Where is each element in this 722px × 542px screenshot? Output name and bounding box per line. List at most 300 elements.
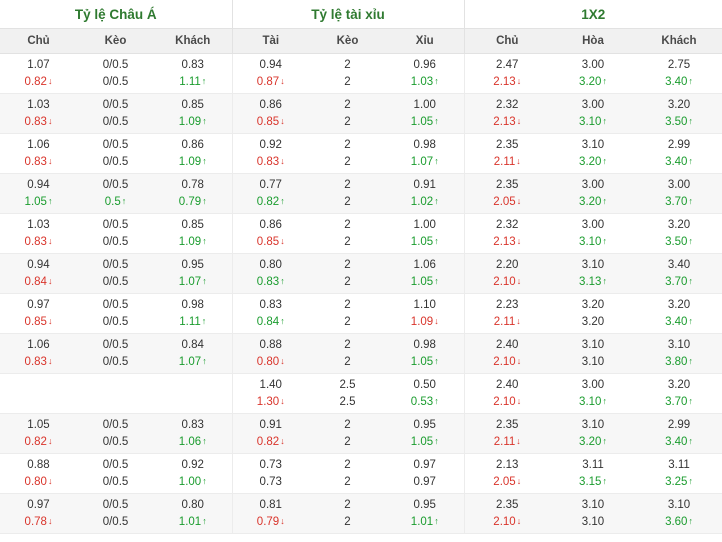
odds-current-value (309, 354, 386, 371)
odds-open-value: 1.06 (413, 258, 436, 271)
odds-current-value (309, 194, 386, 211)
odds-open-value: 0.94 (259, 58, 282, 71)
odds-current-number: 2 (344, 475, 351, 488)
odds-cell (0, 294, 77, 334)
odds-cell (77, 334, 154, 374)
odds-current-value (0, 274, 77, 291)
odds-current-number: 2 (344, 315, 351, 328)
arrow-down-icon: ↓ (280, 355, 285, 366)
arrow-up-icon: ↑ (202, 475, 207, 486)
odds-current-number: 3.20 (581, 315, 605, 328)
odds-current-value (0, 434, 77, 451)
odds-open-value: 2 (344, 178, 351, 191)
odds-current-number: 0/0.5 (102, 435, 129, 448)
odds-current-number: 1.09 (178, 235, 202, 248)
odds-current-value (233, 154, 310, 171)
odds-cell (309, 254, 386, 294)
odds-open-value: 3.00 (581, 378, 605, 391)
odds-open-value: 2.35 (496, 138, 519, 151)
odds-open-value: 3.20 (667, 98, 691, 111)
column-header-away-1x2: Khách (636, 29, 722, 54)
odds-current-number: 0.82 (256, 195, 280, 208)
odds-current-value (550, 274, 636, 291)
odds-current-value (550, 474, 636, 491)
odds-open-value: 0.92 (259, 138, 282, 151)
odds-cell (77, 374, 154, 414)
odds-current-value (386, 354, 464, 371)
odds-current-value (309, 74, 386, 91)
odds-current-value (77, 234, 154, 251)
odds-current-number: 0.85 (256, 235, 280, 248)
arrow-up-icon: ↑ (202, 155, 207, 166)
odds-current-value (386, 394, 464, 411)
odds-cell (550, 494, 636, 534)
odds-current-value (386, 154, 464, 171)
odds-current-number: 2 (344, 75, 351, 88)
odds-open-value: 0.86 (259, 98, 282, 111)
odds-cell (550, 414, 636, 454)
odds-current-number: 3.10 (581, 515, 605, 528)
odds-open-value: 0.77 (259, 178, 282, 191)
odds-current-number: 1.07 (410, 155, 434, 168)
odds-cell (77, 214, 154, 254)
odds-current-value (0, 154, 77, 171)
odds-open-value: 2.40 (496, 378, 519, 391)
odds-cell (386, 254, 464, 294)
odds-current-value (636, 394, 722, 411)
odds-current-number: 1.07 (178, 355, 202, 368)
odds-current-value (154, 74, 232, 91)
odds-open-value: 2 (344, 58, 351, 71)
odds-current-value (386, 234, 464, 251)
odds-current-number: 0.80 (24, 475, 47, 488)
odds-open-value: 1.07 (27, 58, 50, 71)
odds-current-number: 3.20 (579, 155, 602, 168)
arrow-up-icon: ↑ (201, 75, 207, 86)
odds-open-value: 0.98 (413, 138, 436, 151)
arrow-up-icon: ↑ (602, 475, 607, 486)
odds-cell (232, 414, 309, 454)
odds-current-value (77, 314, 154, 331)
odds-open-value: 3.40 (667, 258, 691, 271)
odds-current-number: 1.07 (178, 275, 202, 288)
odds-cell (77, 454, 154, 494)
arrow-up-icon: ↑ (688, 75, 693, 86)
odds-current-number: 0.84 (24, 275, 47, 288)
odds-cell (386, 414, 464, 454)
odds-open-value: 2.5 (339, 378, 356, 391)
odds-cell (309, 294, 386, 334)
odds-open-value: 2.40 (496, 338, 519, 351)
odds-open-value: 0/0.5 (102, 338, 129, 351)
arrow-down-icon: ↓ (280, 155, 285, 166)
odds-current-value (0, 314, 77, 331)
odds-current-number: 0.80 (256, 355, 280, 368)
odds-open-value: 3.10 (581, 138, 605, 151)
odds-current-number: 1.09 (178, 115, 202, 128)
odds-current-number: 3.20 (579, 195, 602, 208)
odds-open-value: 0/0.5 (102, 418, 129, 431)
arrow-up-icon: ↑ (202, 435, 207, 446)
odds-open-value: 0/0.5 (102, 178, 129, 191)
odds-current-value (309, 514, 386, 531)
odds-open-value: 2 (344, 418, 351, 431)
odds-open-value: 0/0.5 (102, 258, 129, 271)
odds-current-value (465, 74, 551, 91)
odds-current-number: 3.50 (665, 235, 688, 248)
odds-current-value (465, 274, 551, 291)
odds-open-value: 2.99 (667, 418, 691, 431)
odds-current-number: 0/0.5 (102, 235, 129, 248)
odds-current-value (77, 474, 154, 491)
odds-cell (154, 294, 232, 334)
arrow-down-icon: ↓ (516, 275, 522, 286)
odds-cell (0, 334, 77, 374)
odds-current-number: 3.10 (579, 235, 602, 248)
odds-open-value: 0.83 (181, 418, 204, 431)
odds-open-value: 0.98 (181, 298, 204, 311)
odds-current-value (154, 234, 232, 251)
odds-open-value: 0.95 (413, 418, 436, 431)
odds-current-number: 0.85 (24, 315, 47, 328)
table-row (0, 494, 722, 534)
odds-current-value (465, 194, 551, 211)
odds-cell (0, 254, 77, 294)
odds-open-value: 2.35 (496, 418, 519, 431)
odds-cell (386, 94, 464, 134)
odds-current-value (233, 514, 310, 531)
odds-current-value (550, 234, 636, 251)
odds-cell (154, 494, 232, 534)
odds-cell (154, 174, 232, 214)
odds-current-number: 3.20 (579, 435, 602, 448)
odds-current-number: 0.82 (24, 435, 47, 448)
arrow-down-icon: ↓ (516, 395, 522, 406)
odds-current-number: 3.13 (579, 275, 602, 288)
odds-current-value (636, 74, 722, 91)
odds-current-number: 1.05 (410, 115, 434, 128)
odds-current-number: 0.73 (259, 475, 282, 488)
odds-cell (636, 294, 722, 334)
arrow-down-icon: ↓ (47, 75, 53, 86)
odds-current-value (550, 114, 636, 131)
odds-cell (309, 94, 386, 134)
odds-current-number: 3.60 (665, 515, 688, 528)
odds-open-value: 0.78 (181, 178, 204, 191)
odds-cell (464, 334, 550, 374)
arrow-up-icon: ↑ (688, 195, 693, 206)
odds-cell (77, 494, 154, 534)
odds-open-value: 2 (344, 458, 351, 471)
arrow-up-icon: ↑ (602, 235, 607, 246)
column-header-home-asian: Chủ (0, 29, 77, 54)
arrow-down-icon: ↓ (47, 235, 53, 246)
odds-current-value (309, 394, 386, 411)
odds-current-number: 2.10 (493, 355, 516, 368)
odds-current-number: 1.05 (410, 435, 434, 448)
odds-current-value (386, 314, 464, 331)
arrow-down-icon: ↓ (280, 235, 285, 246)
odds-open-value: 0.97 (27, 498, 50, 511)
odds-current-value (233, 114, 310, 131)
odds-current-value (465, 514, 551, 531)
odds-current-number: 3.40 (665, 155, 688, 168)
odds-open-value: 0.86 (259, 218, 282, 231)
odds-current-value (386, 434, 464, 451)
odds-current-number: 0.97 (413, 475, 436, 488)
arrow-down-icon: ↓ (47, 155, 53, 166)
arrow-down-icon: ↓ (516, 315, 521, 326)
odds-current-value (465, 394, 551, 411)
odds-current-number: 2 (344, 235, 351, 248)
odds-current-number: 3.40 (665, 75, 688, 88)
odds-current-value (465, 234, 551, 251)
odds-current-value (77, 434, 154, 451)
odds-open-value: 2.35 (496, 498, 519, 511)
odds-current-number: 2.10 (493, 275, 516, 288)
odds-cell (232, 214, 309, 254)
odds-open-value: 3.00 (667, 178, 691, 191)
column-header-line-asian: Kèo (77, 29, 154, 54)
odds-cell (309, 214, 386, 254)
odds-current-number: 3.15 (579, 475, 602, 488)
odds-current-value (233, 274, 310, 291)
odds-current-value (309, 274, 386, 291)
arrow-down-icon: ↓ (516, 235, 522, 246)
odds-current-number: 2 (344, 355, 351, 368)
odds-current-value (550, 434, 636, 451)
odds-open-value: 0/0.5 (102, 298, 129, 311)
odds-current-value (465, 114, 551, 131)
odds-open-value: 0.91 (413, 178, 436, 191)
odds-cell (386, 134, 464, 174)
odds-open-value: 2.32 (496, 218, 519, 231)
odds-cell (636, 254, 722, 294)
arrow-up-icon: ↑ (121, 195, 127, 206)
odds-current-value (233, 314, 310, 331)
odds-current-value (154, 434, 232, 451)
odds-current-number: 2.10 (493, 515, 516, 528)
arrow-up-icon: ↑ (202, 355, 207, 366)
odds-current-value (550, 74, 636, 91)
group-header-asian-handicap: Tỷ lệ Châu Á (0, 0, 232, 29)
odds-cell (386, 174, 464, 214)
arrow-up-icon: ↑ (434, 435, 439, 446)
odds-current-number: 0.53 (410, 395, 434, 408)
odds-open-value: 1.03 (27, 98, 50, 111)
arrow-up-icon: ↑ (688, 275, 693, 286)
arrow-up-icon: ↑ (602, 435, 607, 446)
odds-open-value: 0.98 (413, 338, 436, 351)
odds-open-value: 0.83 (181, 58, 204, 71)
arrow-down-icon: ↓ (280, 75, 285, 86)
table-row (0, 54, 722, 94)
odds-cell (309, 174, 386, 214)
odds-open-value: 0.97 (27, 298, 50, 311)
odds-current-value (77, 194, 154, 211)
odds-current-value (386, 74, 464, 91)
odds-open-value: 1.03 (27, 218, 50, 231)
odds-current-number: 2 (344, 435, 351, 448)
odds-current-number: 1.05 (410, 235, 434, 248)
odds-open-value: 0.88 (27, 458, 50, 471)
odds-open-value: 3.20 (667, 298, 691, 311)
odds-open-value: 0/0.5 (102, 458, 129, 471)
odds-cell (386, 294, 464, 334)
odds-current-number: 3.10 (579, 395, 602, 408)
column-header-row (0, 29, 722, 54)
odds-current-number: 0/0.5 (102, 75, 129, 88)
odds-current-value (77, 114, 154, 131)
arrow-up-icon: ↑ (688, 355, 693, 366)
odds-open-value: 0.85 (181, 218, 204, 231)
odds-cell (636, 94, 722, 134)
odds-cell (386, 494, 464, 534)
odds-cell (464, 54, 550, 94)
odds-cell (77, 94, 154, 134)
arrow-down-icon: ↓ (516, 195, 522, 206)
odds-current-number: 3.70 (665, 275, 688, 288)
odds-current-value (636, 354, 722, 371)
odds-current-value (77, 514, 154, 531)
odds-current-number: 0.83 (256, 275, 280, 288)
odds-open-value: 0.94 (27, 178, 50, 191)
arrow-down-icon: ↓ (516, 475, 522, 486)
odds-open-value: 2 (344, 298, 351, 311)
odds-current-value (77, 274, 154, 291)
odds-current-number: 2.11 (493, 315, 516, 328)
odds-open-value: 3.10 (667, 498, 691, 511)
odds-cell (232, 174, 309, 214)
odds-cell (154, 134, 232, 174)
odds-current-value (636, 154, 722, 171)
arrow-down-icon: ↓ (47, 515, 53, 526)
odds-current-value (309, 314, 386, 331)
odds-open-value: 2.35 (496, 178, 519, 191)
odds-cell (636, 494, 722, 534)
odds-open-value: 0.80 (259, 258, 282, 271)
arrow-up-icon: ↑ (434, 515, 439, 526)
odds-current-number: 1.30 (256, 395, 280, 408)
odds-cell (636, 414, 722, 454)
odds-open-value: 0.92 (181, 458, 204, 471)
odds-open-value: 0.50 (413, 378, 436, 391)
odds-current-number: 2 (344, 515, 351, 528)
odds-open-value: 0.85 (181, 98, 204, 111)
odds-open-value: 0.91 (259, 418, 282, 431)
odds-open-value: 0.86 (181, 138, 204, 151)
arrow-down-icon: ↓ (516, 155, 521, 166)
odds-cell (0, 454, 77, 494)
odds-open-value: 1.10 (413, 298, 436, 311)
table-header (0, 0, 722, 54)
arrow-up-icon: ↑ (602, 75, 607, 86)
odds-open-value: 1.05 (27, 418, 50, 431)
arrow-up-icon: ↑ (434, 275, 439, 286)
odds-current-number: 3.70 (665, 395, 688, 408)
odds-open-value: 1.06 (27, 338, 50, 351)
odds-current-number: 1.01 (410, 515, 434, 528)
odds-current-number: 0.83 (24, 235, 47, 248)
odds-current-value (636, 474, 722, 491)
arrow-up-icon: ↑ (434, 235, 439, 246)
odds-current-number: 3.50 (665, 115, 688, 128)
column-header-over: Tài (232, 29, 309, 54)
arrow-down-icon: ↓ (280, 515, 285, 526)
odds-open-value: 0/0.5 (102, 138, 129, 151)
odds-cell (232, 454, 309, 494)
odds-cell (386, 374, 464, 414)
odds-cell (550, 334, 636, 374)
odds-current-number: 1.01 (178, 515, 202, 528)
odds-current-number: 1.02 (410, 195, 434, 208)
table-body (0, 54, 722, 534)
odds-open-value: 0.88 (259, 338, 282, 351)
odds-current-value (0, 234, 77, 251)
odds-current-value (233, 234, 310, 251)
odds-cell (232, 494, 309, 534)
odds-current-value (550, 354, 636, 371)
odds-current-number: 2.10 (493, 395, 516, 408)
odds-current-number: 3.40 (665, 315, 688, 328)
table-row (0, 454, 722, 494)
table-row (0, 254, 722, 294)
arrow-up-icon: ↑ (47, 195, 53, 206)
odds-open-value: 2.47 (496, 58, 519, 71)
odds-cell (550, 94, 636, 134)
table-row (0, 134, 722, 174)
odds-current-number: 1.09 (178, 155, 202, 168)
odds-current-number: 0.83 (24, 155, 47, 168)
odds-current-value (309, 474, 386, 491)
odds-current-number: 2 (344, 275, 351, 288)
odds-current-value (0, 474, 77, 491)
odds-current-number: 2 (344, 115, 351, 128)
odds-cell (154, 374, 232, 414)
odds-current-value (0, 194, 77, 211)
odds-current-value (386, 194, 464, 211)
odds-cell (550, 134, 636, 174)
odds-cell (464, 214, 550, 254)
odds-current-value (386, 274, 464, 291)
arrow-up-icon: ↑ (688, 475, 693, 486)
arrow-up-icon: ↑ (202, 235, 207, 246)
odds-current-value (465, 154, 551, 171)
arrow-up-icon: ↑ (688, 115, 693, 126)
odds-open-value: 3.00 (581, 218, 605, 231)
odds-current-value (309, 434, 386, 451)
odds-open-value: 2 (344, 218, 351, 231)
odds-current-number: 3.80 (665, 355, 688, 368)
odds-open-value: 0.81 (259, 498, 282, 511)
odds-cell (77, 54, 154, 94)
odds-cell (0, 214, 77, 254)
arrow-down-icon: ↓ (516, 355, 522, 366)
odds-cell (0, 414, 77, 454)
odds-current-value (309, 234, 386, 251)
odds-current-number: 2.11 (493, 155, 516, 168)
odds-cell (232, 254, 309, 294)
odds-cell (77, 254, 154, 294)
odds-open-value: 2.32 (496, 98, 519, 111)
odds-open-value: 3.00 (581, 178, 605, 191)
odds-current-value (77, 74, 154, 91)
odds-current-value (465, 474, 551, 491)
odds-open-value: 3.00 (581, 98, 605, 111)
odds-current-number: 0.87 (256, 75, 280, 88)
odds-cell (550, 214, 636, 254)
arrow-up-icon: ↑ (202, 195, 207, 206)
